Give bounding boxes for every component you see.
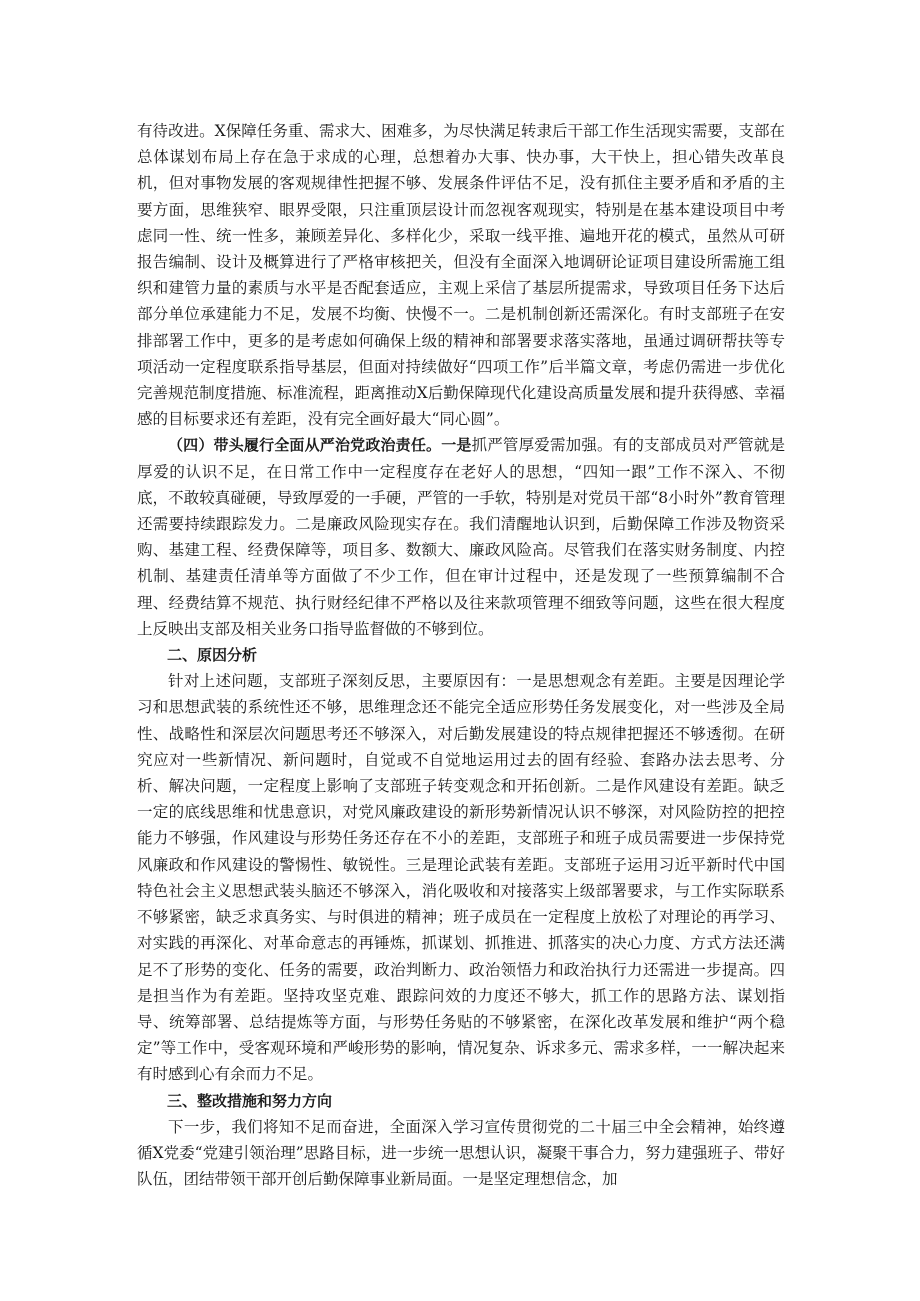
section-heading-cause-analysis: 二、原因分析 [167, 646, 258, 665]
paragraph-cause-analysis: 针对上述问题，支部班子深刻反思，主要原因有：一是思想观念有差距。主要是因理论学习和思想武装的系统性还不够，思维理念还不能完全适应形势任务发展变化，对一些涉及全局性、战略性和深层次问题思考还不够深入，对后勤发展建设的特点规律把握还不够透彻。在研究应对一些新情况、新问题时，自觉或不自觉地运用过去的固有经验、套路办法去思考、分析、解决问题，一定程度上影响了支部班子转变观念和开拓创新。二是作风建设有差距。缺乏一定的底线思维和忧患意识，对党风廉政建设的新形势新情况认识不够深，对风险防控的把控能力不够强，作风建设与形势任务还存在不小的差距，支部班子和班子成员需要进一步保持党风廉政和作风建设的警惕性、敏锐性。三是理论武装有差距。支部班子运用习近平新时代中国特色社会主义思想武装头脑还不够深入，消化吸收和对接落实上级部署要求，与工作实际联系不够紧密，缺乏求真务实、与时俱进的精神；班子成员在一定程度上放松了对理论的再学习、对实践的再深化、对革命意志的再锤炼，抓谋划、抓推进、抓落实的决心力度、方式方法还满足不了形势的变化、任务的需要，政治判断力、政治领悟力和政治执行力还需进一步提高。四是担当作为有差距。坚持攻坚克难、跟踪问效的力度还不够大，抓工作的思路方法、谋划指导、统筹部署、总结提炼等方面，与形势任务贴的不够紧密，在深化改革发展和维护“两个稳定”等工作中，受客观环境和严峻形势的影响，情况复杂、诉求多元、需求多样，一一解决起来有时感到心有余而力不足。 [137, 672, 785, 1084]
paragraph-continuation: 有待改进。X保障任务重、需求大、困难多，为尽快满足转隶后干部工作生活现实需要，支部在总体谋划布局上存在急于求成的心理，总想着办大事、快办事，大干快上，担心错失改革良机，但对事物发展的客观规律性把握不够、发展条件评估不足，没有抓住主要矛盾和矛盾的主要方面，思维狭窄、眼界受限，只注重顶层设计而忽视客观现实，特别是在基本建设项目中考虑同一性、统一性多，兼顾差异化、多样化少，采取一线平推、遍地开花的模式，虽然从可研报告编制、设计及概算进行了严格审核把关，但没有全面深入地调研论证项目建设所需施工组织和建管力量的素质与水平是否配套适应，主观上采信了基层所提需求，导致项目任务下达后部分单位承建能力不足，发展不均衡、快慢不一。二是机制创新还需深化。有时支部班子在安排部署工作中，更多的是考虑如何确保上级的精神和部署要求落实落地，虽通过调研帮扶等专项活动一定程度联系指导基层，但面对持续做好“四项工作”后半篇文章，考虑仍需进一步优化完善规范制度措施、标准流程，距离推动X后勤保障现代化建设高质量发展和提升获得感、幸福感的目标要求还有差距，没有完全画好最大“同心圆”。 [137, 122, 785, 429]
paragraph-party-responsibility [137, 432, 785, 642]
paragraph-lead-heading: （四）带头履行全面从严治党政治责任。一是 [168, 436, 472, 455]
section-heading-rectification: 三、整改措施和努力方向 [167, 1091, 333, 1110]
document-page [137, 118, 785, 1192]
paragraph-body: 抓严管厚爱需加强。有的支部成员对严管就是厚爱的认识不足，在日常工作中一定程度存在老好人的思想，“四知一跟”工作不深入、不彻底，不敢较真碰硬，导致厚爱的一手硬，严管的一手软，特别是对党员干部“8小时外”教育管理还需要持续跟踪发力。二是廉政风险现实存在。我们清醒地认识到，后勤保障工作涉及物资采购、基建工程、经费保障等，项目多、数额大、廉政风险高。尽管我们在落实财务制度、内控机制、基建责任清单等方面做了不少工作，但在审计过程中，还是发现了一些预算编制不合理、经费结算不规范、执行财经纪律不严格以及往来款项管理不细致等问题，这些在很大程度上反映出支部及相关业务口指导监督做的不够到位。 [137, 436, 785, 638]
paragraph-rectification: 下一步，我们将知不足而奋进，全面深入学习宣传贯彻党的二十届三中全会精神，始终遵循X党委“党建引领治理”思路目标，进一步统一思想认识，凝聚干事合力，努力建强班子、带好队伍，团结带领干部开创后勤保障事业新局面。一是坚定理想信念，加 [137, 1117, 785, 1189]
